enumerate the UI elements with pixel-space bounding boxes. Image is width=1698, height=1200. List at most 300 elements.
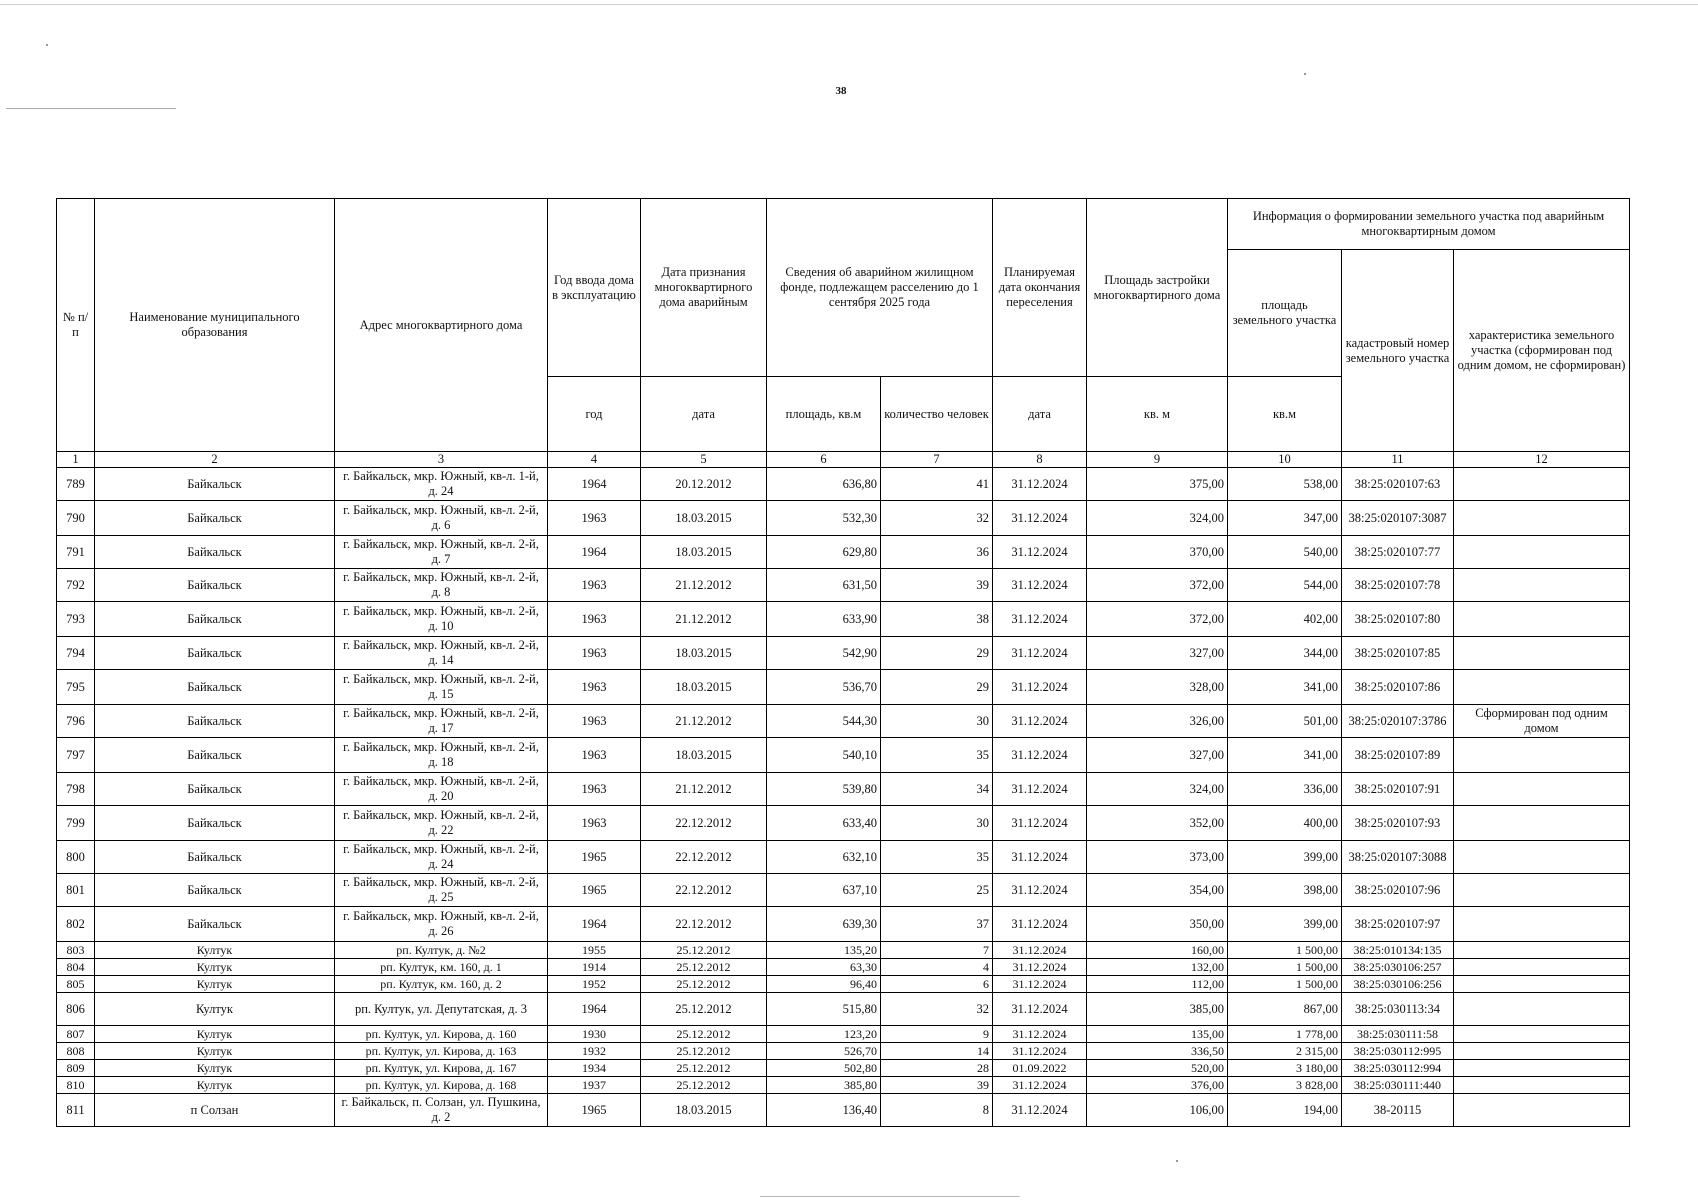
address-cell: г. Байкальск, мкр. Южный, кв-л. 2-й, д. 7 [335,536,548,569]
date-cell: 21.12.2012 [641,705,767,738]
year-cell: 1952 [548,976,641,993]
scan-artifact [760,1196,1020,1197]
row-number: 797 [57,738,95,773]
row-number: 800 [57,841,95,874]
row-number: 799 [57,806,95,841]
land-area-cell: 399,00 [1228,907,1342,942]
header-cadastral: кадастровый номер земельного участка [1342,250,1454,452]
building-area-cell: 350,00 [1087,907,1228,942]
table-row [57,1043,1630,1060]
scan-artifact [46,44,48,46]
municipality-cell: Байкальск [95,501,335,536]
date-cell: 25.12.2012 [641,942,767,959]
municipality-cell: Байкальск [95,806,335,841]
area-cell: 135,20 [767,942,881,959]
cadastral-cell: 38:25:020107:97 [1342,907,1454,942]
date-cell: 25.12.2012 [641,976,767,993]
area-cell: 96,40 [767,976,881,993]
year-cell: 1932 [548,1043,641,1060]
municipality-cell: Култук [95,942,335,959]
municipality-cell: Култук [95,959,335,976]
year-cell: 1963 [548,773,641,806]
land-area-cell: 399,00 [1228,841,1342,874]
people-cell: 29 [881,670,993,705]
planned-date-cell: 31.12.2024 [993,806,1087,841]
table-row [57,942,1630,959]
land-area-cell: 402,00 [1228,602,1342,637]
planned-date-cell: 31.12.2024 [993,602,1087,637]
building-area-cell: 375,00 [1087,468,1228,501]
land-area-cell: 398,00 [1228,874,1342,907]
cadastral-cell: 38:25:020107:78 [1342,569,1454,602]
address-cell: рп. Култук, ул. Кирова, д. 160 [335,1026,548,1043]
header-num: № п/п [57,199,95,452]
table-row [57,907,1630,942]
date-cell: 20.12.2012 [641,468,767,501]
characteristic-cell [1454,907,1630,942]
cadastral-cell: 38:25:020107:93 [1342,806,1454,841]
characteristic-cell [1454,806,1630,841]
cadastral-cell: 38-20115 [1342,1094,1454,1127]
land-area-cell: 1 500,00 [1228,976,1342,993]
cadastral-cell: 38:25:020107:3087 [1342,501,1454,536]
land-area-cell: 3 180,00 [1228,1060,1342,1077]
cadastral-cell: 38:25:020107:89 [1342,738,1454,773]
date-cell: 18.03.2015 [641,670,767,705]
building-area-cell: 373,00 [1087,841,1228,874]
characteristic-cell [1454,1026,1630,1043]
emergency-housing-table [56,198,1630,1127]
cadastral-cell: 38:25:020107:86 [1342,670,1454,705]
land-area-cell: 1 778,00 [1228,1026,1342,1043]
land-area-cell: 2 315,00 [1228,1043,1342,1060]
row-number: 795 [57,670,95,705]
cadastral-cell: 38:25:030111:440 [1342,1077,1454,1094]
people-cell: 14 [881,1043,993,1060]
land-area-cell: 867,00 [1228,993,1342,1026]
area-cell: 632,10 [767,841,881,874]
people-cell: 29 [881,637,993,670]
land-area-cell: 540,00 [1228,536,1342,569]
area-cell: 636,80 [767,468,881,501]
year-cell: 1964 [548,993,641,1026]
cadastral-cell: 38:25:020107:91 [1342,773,1454,806]
land-area-cell: 1 500,00 [1228,942,1342,959]
people-cell: 35 [881,841,993,874]
table-row [57,773,1630,806]
land-area-cell: 344,00 [1228,637,1342,670]
municipality-cell: п Солзан [95,1094,335,1127]
header-address: Адрес многоквартирного дома [335,199,548,452]
people-cell: 36 [881,536,993,569]
building-area-cell: 336,50 [1087,1043,1228,1060]
municipality-cell: Байкальск [95,536,335,569]
table-row [57,738,1630,773]
characteristic-cell [1454,959,1630,976]
page-number: 38 [835,85,847,97]
people-cell: 41 [881,468,993,501]
people-cell: 37 [881,907,993,942]
characteristic-cell [1454,976,1630,993]
land-area-cell: 3 828,00 [1228,1077,1342,1094]
row-number: 802 [57,907,95,942]
area-cell: 123,20 [767,1026,881,1043]
municipality-cell: Байкальск [95,602,335,637]
subheader-area: площадь, кв.м [767,377,881,452]
row-number: 790 [57,501,95,536]
date-cell: 22.12.2012 [641,907,767,942]
address-cell: рп. Култук, ул. Кирова, д. 167 [335,1060,548,1077]
municipality-cell: Култук [95,1026,335,1043]
building-area-cell: 132,00 [1087,959,1228,976]
people-cell: 39 [881,569,993,602]
land-area-cell: 194,00 [1228,1094,1342,1127]
year-cell: 1964 [548,468,641,501]
address-cell: г. Байкальск, мкр. Южный, кв-л. 2-й, д. 8 [335,569,548,602]
address-cell: рп. Култук, ул. Депутатская, д. 3 [335,993,548,1026]
year-cell: 1964 [548,536,641,569]
address-cell: г. Байкальск, мкр. Южный, кв-л. 2-й, д. 26 [335,907,548,942]
year-cell: 1937 [548,1077,641,1094]
municipality-cell: Култук [95,976,335,993]
row-number: 796 [57,705,95,738]
people-cell: 9 [881,1026,993,1043]
characteristic-cell [1454,773,1630,806]
area-cell: 526,70 [767,1043,881,1060]
building-area-cell: 354,00 [1087,874,1228,907]
planned-date-cell: 31.12.2024 [993,874,1087,907]
cadastral-cell: 38:25:020107:80 [1342,602,1454,637]
characteristic-cell: Сформирован под одним домом [1454,705,1630,738]
cadastral-cell: 38:25:030112:995 [1342,1043,1454,1060]
table-row [57,670,1630,705]
people-cell: 8 [881,1094,993,1127]
header-land-area: площадь земельного участка [1228,250,1342,377]
row-number: 794 [57,637,95,670]
building-area-cell: 112,00 [1087,976,1228,993]
characteristic-cell [1454,993,1630,1026]
header-date-recognized: Дата признания многоквартирного дома аварийным [641,199,767,377]
planned-date-cell: 31.12.2024 [993,773,1087,806]
land-area-cell: 341,00 [1228,670,1342,705]
date-cell: 21.12.2012 [641,773,767,806]
characteristic-cell [1454,1094,1630,1127]
date-cell: 18.03.2015 [641,536,767,569]
characteristic-cell [1454,1077,1630,1094]
characteristic-cell [1454,670,1630,705]
address-cell: г. Байкальск, мкр. Южный, кв-л. 1-й, д. 24 [335,468,548,501]
building-area-cell: 327,00 [1087,637,1228,670]
planned-date-cell: 31.12.2024 [993,841,1087,874]
area-cell: 633,40 [767,806,881,841]
land-area-cell: 336,00 [1228,773,1342,806]
column-number: 12 [1454,452,1630,468]
characteristic-cell [1454,569,1630,602]
building-area-cell: 352,00 [1087,806,1228,841]
table-row [57,993,1630,1026]
building-area-cell: 385,00 [1087,993,1228,1026]
column-number: 4 [548,452,641,468]
subheader-people: количество человек [881,377,993,452]
address-cell: рп. Култук, ул. Кирова, д. 163 [335,1043,548,1060]
header-land-characteristic: характеристика земельного участка (сформирован под одним домом, не сформирован) [1454,250,1630,452]
date-cell: 18.03.2015 [641,738,767,773]
year-cell: 1963 [548,637,641,670]
cadastral-cell: 38:25:020107:63 [1342,468,1454,501]
area-cell: 542,90 [767,637,881,670]
address-cell: г. Байкальск, мкр. Южный, кв-л. 2-й, д. 25 [335,874,548,907]
municipality-cell: Култук [95,1060,335,1077]
address-cell: г. Байкальск, мкр. Южный, кв-л. 2-й, д. 10 [335,602,548,637]
header-land-info: Информация о формировании земельного участка под аварийным многоквартирным домом [1228,199,1630,250]
table-row [57,501,1630,536]
municipality-cell: Байкальск [95,670,335,705]
municipality-cell: Байкальск [95,874,335,907]
area-cell: 540,10 [767,738,881,773]
land-area-cell: 538,00 [1228,468,1342,501]
characteristic-cell [1454,874,1630,907]
characteristic-cell [1454,501,1630,536]
people-cell: 38 [881,602,993,637]
municipality-cell: Култук [95,1043,335,1060]
table-row [57,637,1630,670]
characteristic-cell [1454,841,1630,874]
date-cell: 18.03.2015 [641,1094,767,1127]
address-cell: рп. Култук, д. №2 [335,942,548,959]
column-number: 8 [993,452,1087,468]
column-number: 9 [1087,452,1228,468]
date-cell: 18.03.2015 [641,501,767,536]
row-number: 806 [57,993,95,1026]
planned-date-cell: 31.12.2024 [993,1026,1087,1043]
planned-date-cell: 31.12.2024 [993,907,1087,942]
scan-artifact [0,4,1698,5]
characteristic-cell [1454,602,1630,637]
building-area-cell: 324,00 [1087,773,1228,806]
planned-date-cell: 01.09.2022 [993,1060,1087,1077]
building-area-cell: 376,00 [1087,1077,1228,1094]
building-area-cell: 370,00 [1087,536,1228,569]
year-cell: 1964 [548,907,641,942]
building-area-cell: 372,00 [1087,602,1228,637]
table-body [57,468,1630,1127]
planned-date-cell: 31.12.2024 [993,1043,1087,1060]
characteristic-cell [1454,738,1630,773]
land-area-cell: 544,00 [1228,569,1342,602]
row-number: 789 [57,468,95,501]
address-cell: г. Байкальск, п. Солзан, ул. Пушкина, д. 2 [335,1094,548,1127]
subheader-land-unit: кв.м [1228,377,1342,452]
address-cell: рп. Култук, км. 160, д. 2 [335,976,548,993]
row-number: 810 [57,1077,95,1094]
municipality-cell: Култук [95,993,335,1026]
building-area-cell: 520,00 [1087,1060,1228,1077]
table-row [57,874,1630,907]
column-number: 6 [767,452,881,468]
year-cell: 1963 [548,705,641,738]
area-cell: 544,30 [767,705,881,738]
row-number: 792 [57,569,95,602]
people-cell: 30 [881,705,993,738]
building-area-cell: 135,00 [1087,1026,1228,1043]
cadastral-cell: 38:25:020107:3786 [1342,705,1454,738]
column-number-row [57,452,1630,468]
address-cell: г. Байкальск, мкр. Южный, кв-л. 2-й, д. 22 [335,806,548,841]
table-row [57,1094,1630,1127]
year-cell: 1963 [548,501,641,536]
row-number: 803 [57,942,95,959]
land-area-cell: 400,00 [1228,806,1342,841]
people-cell: 32 [881,501,993,536]
people-cell: 6 [881,976,993,993]
table-row [57,536,1630,569]
area-cell: 385,80 [767,1077,881,1094]
scan-artifact [1304,73,1306,75]
row-number: 807 [57,1026,95,1043]
column-number: 3 [335,452,548,468]
municipality-cell: Байкальск [95,773,335,806]
characteristic-cell [1454,536,1630,569]
date-cell: 22.12.2012 [641,806,767,841]
subheader-year: год [548,377,641,452]
table-row [57,1077,1630,1094]
area-cell: 539,80 [767,773,881,806]
land-area-cell: 501,00 [1228,705,1342,738]
year-cell: 1955 [548,942,641,959]
subheader-date: дата [641,377,767,452]
planned-date-cell: 31.12.2024 [993,569,1087,602]
year-cell: 1965 [548,874,641,907]
municipality-cell: Култук [95,1077,335,1094]
date-cell: 18.03.2015 [641,637,767,670]
row-number: 805 [57,976,95,993]
area-cell: 639,30 [767,907,881,942]
table-row [57,959,1630,976]
address-cell: г. Байкальск, мкр. Южный, кв-л. 2-й, д. 14 [335,637,548,670]
people-cell: 39 [881,1077,993,1094]
building-area-cell: 327,00 [1087,738,1228,773]
row-number: 808 [57,1043,95,1060]
column-number: 5 [641,452,767,468]
table-header [57,199,1630,468]
year-cell: 1963 [548,670,641,705]
characteristic-cell [1454,637,1630,670]
area-cell: 532,30 [767,501,881,536]
address-cell: г. Байкальск, мкр. Южный, кв-л. 2-й, д. 15 [335,670,548,705]
people-cell: 35 [881,738,993,773]
municipality-cell: Байкальск [95,738,335,773]
header-municipality: Наименование муниципального образования [95,199,335,452]
date-cell: 22.12.2012 [641,874,767,907]
year-cell: 1930 [548,1026,641,1043]
subheader-planned-date: дата [993,377,1087,452]
municipality-cell: Байкальск [95,841,335,874]
area-cell: 502,80 [767,1060,881,1077]
cadastral-cell: 38:25:020107:3088 [1342,841,1454,874]
characteristic-cell [1454,1043,1630,1060]
column-number: 10 [1228,452,1342,468]
people-cell: 25 [881,874,993,907]
area-cell: 515,80 [767,993,881,1026]
column-number: 7 [881,452,993,468]
header-year-built: Год ввода дома в эксплуатацию [548,199,641,377]
planned-date-cell: 31.12.2024 [993,942,1087,959]
people-cell: 30 [881,806,993,841]
people-cell: 28 [881,1060,993,1077]
building-area-cell: 160,00 [1087,942,1228,959]
scan-artifact [1176,1160,1178,1162]
planned-date-cell: 31.12.2024 [993,468,1087,501]
date-cell: 25.12.2012 [641,959,767,976]
area-cell: 63,30 [767,959,881,976]
municipality-cell: Байкальск [95,705,335,738]
address-cell: г. Байкальск, мкр. Южный, кв-л. 2-й, д. 6 [335,501,548,536]
area-cell: 136,40 [767,1094,881,1127]
cadastral-cell: 38:25:030106:256 [1342,976,1454,993]
date-cell: 25.12.2012 [641,993,767,1026]
address-cell: г. Байкальск, мкр. Южный, кв-л. 2-й, д. 18 [335,738,548,773]
row-number: 809 [57,1060,95,1077]
planned-date-cell: 31.12.2024 [993,959,1087,976]
header-planned-date: Планируемая дата окончания переселения [993,199,1087,377]
cadastral-cell: 38:25:020107:96 [1342,874,1454,907]
table-row [57,806,1630,841]
header-emergency-fund: Сведения об аварийном жилищном фонде, подлежащем расселению до 1 сентября 2025 года [767,199,993,377]
table-row [57,976,1630,993]
planned-date-cell: 31.12.2024 [993,536,1087,569]
building-area-cell: 324,00 [1087,501,1228,536]
area-cell: 629,80 [767,536,881,569]
land-area-cell: 1 500,00 [1228,959,1342,976]
table-row [57,468,1630,501]
land-area-cell: 347,00 [1228,501,1342,536]
building-area-cell: 326,00 [1087,705,1228,738]
area-cell: 633,90 [767,602,881,637]
date-cell: 25.12.2012 [641,1060,767,1077]
year-cell: 1963 [548,569,641,602]
table-row [57,1060,1630,1077]
row-number: 793 [57,602,95,637]
year-cell: 1963 [548,602,641,637]
year-cell: 1914 [548,959,641,976]
year-cell: 1963 [548,806,641,841]
row-number: 801 [57,874,95,907]
planned-date-cell: 31.12.2024 [993,705,1087,738]
cadastral-cell: 38:25:010134:135 [1342,942,1454,959]
header-building-area: Площадь застройки многоквартирного дома [1087,199,1228,377]
table-row [57,705,1630,738]
address-cell: рп. Култук, км. 160, д. 1 [335,959,548,976]
year-cell: 1965 [548,1094,641,1127]
planned-date-cell: 31.12.2024 [993,670,1087,705]
table-row [57,841,1630,874]
municipality-cell: Байкальск [95,637,335,670]
planned-date-cell: 31.12.2024 [993,1077,1087,1094]
cadastral-cell: 38:25:030106:257 [1342,959,1454,976]
column-number: 11 [1342,452,1454,468]
planned-date-cell: 31.12.2024 [993,738,1087,773]
people-cell: 4 [881,959,993,976]
row-number: 791 [57,536,95,569]
people-cell: 32 [881,993,993,1026]
cadastral-cell: 38:25:020107:77 [1342,536,1454,569]
characteristic-cell [1454,468,1630,501]
building-area-cell: 372,00 [1087,569,1228,602]
area-cell: 631,50 [767,569,881,602]
planned-date-cell: 31.12.2024 [993,976,1087,993]
address-cell: г. Байкальск, мкр. Южный, кв-л. 2-й, д. 20 [335,773,548,806]
row-number: 804 [57,959,95,976]
